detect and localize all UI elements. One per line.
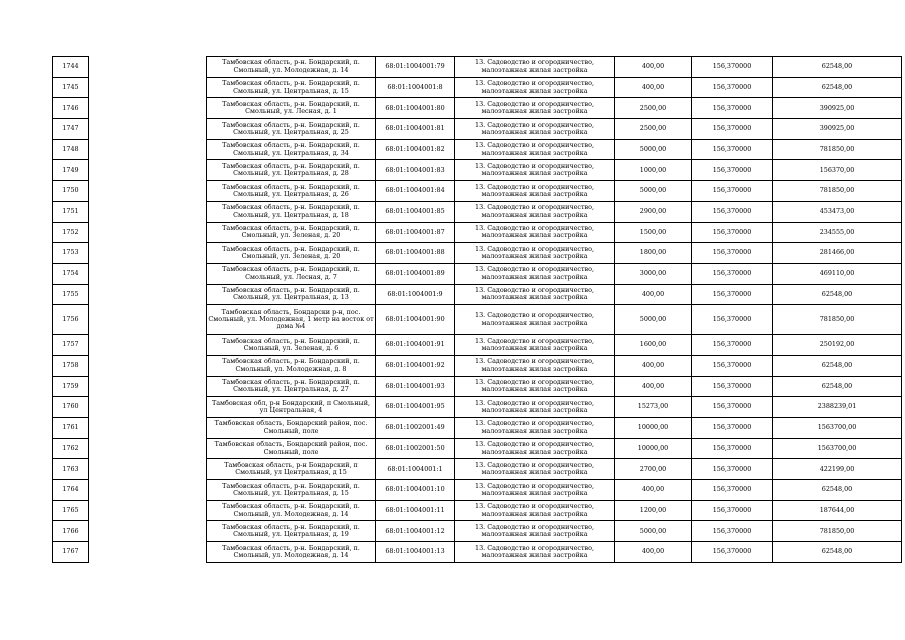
- blank-column-cell: [89, 438, 207, 459]
- row-number-cell: 1745: [53, 77, 89, 98]
- land-use-cell: 13. Садоводство и огородничество, малоэтажная жилая застройка: [455, 335, 615, 356]
- row-number-cell: 1759: [53, 376, 89, 397]
- area-cell: 10000,00: [615, 418, 692, 439]
- land-use-cell: 13. Садоводство и огородничество, малоэтажная жилая застройка: [455, 542, 615, 563]
- cadastral-number-cell: 68:01:1004001:88: [376, 243, 455, 264]
- land-use-cell: 13. Садоводство и огородничество, малоэтажная жилая застройка: [455, 355, 615, 376]
- cadastral-number-cell: 68:01:1004001:9: [376, 284, 455, 305]
- row-number-cell: 1761: [53, 418, 89, 439]
- cadastral-value-cell: 62548,00: [773, 284, 902, 305]
- specific-value-cell: 156,370000: [692, 201, 773, 222]
- address-cell: Тамбовская область, р-н. Бондарский, п. Смольный, ул. Центральная, д. 27: [207, 376, 376, 397]
- specific-value-cell: 156,370000: [692, 98, 773, 119]
- blank-column-cell: [89, 160, 207, 181]
- table-row: [53, 542, 902, 563]
- row-number-cell: 1748: [53, 139, 89, 160]
- address-cell: Тамбовская область, р-н. Бондарский, п. Смольный, ул. Центральная, д. 25: [207, 119, 376, 140]
- land-use-cell: 13. Садоводство и огородничество, малоэтажная жилая застройка: [455, 139, 615, 160]
- row-number-cell: 1755: [53, 284, 89, 305]
- table-row: [53, 438, 902, 459]
- area-cell: 15273,00: [615, 397, 692, 418]
- specific-value-cell: 156,370000: [692, 119, 773, 140]
- blank-column-cell: [89, 480, 207, 501]
- specific-value-cell: 156,370000: [692, 77, 773, 98]
- cadastral-value-cell: 62548,00: [773, 57, 902, 78]
- blank-column-cell: [89, 521, 207, 542]
- table-row: [53, 418, 902, 439]
- address-cell: Тамбовская область, р-н. Бондарский, п. Смольный, ул. Молодежная, д. 14: [207, 542, 376, 563]
- table-row: [53, 160, 902, 181]
- area-cell: 1000,00: [615, 160, 692, 181]
- land-use-cell: 13. Садоводство и огородничество, малоэтажная жилая застройка: [455, 201, 615, 222]
- cadastral-value-cell: 62548,00: [773, 77, 902, 98]
- address-cell: Тамбовская обл, р-н Бондарский, п Смольный, ул Центральная, 4: [207, 397, 376, 418]
- row-number-cell: 1749: [53, 160, 89, 181]
- area-cell: 3000,00: [615, 263, 692, 284]
- area-cell: 5000,00: [615, 139, 692, 160]
- specific-value-cell: 156,370000: [692, 376, 773, 397]
- cadastral-value-cell: 422199,00: [773, 459, 902, 480]
- row-number-cell: 1756: [53, 305, 89, 335]
- specific-value-cell: 156,370000: [692, 459, 773, 480]
- land-use-cell: 13. Садоводство и огородничество, малоэтажная жилая застройка: [455, 57, 615, 78]
- land-use-cell: 13. Садоводство и огородничество, малоэтажная жилая застройка: [455, 119, 615, 140]
- cadastral-value-cell: 453473,00: [773, 201, 902, 222]
- address-cell: Тамбовская область, Бондарский район, пос. Смольный, поле: [207, 438, 376, 459]
- table-row: [53, 355, 902, 376]
- cadastral-number-cell: 68:01:1004001:82: [376, 139, 455, 160]
- area-cell: 400,00: [615, 284, 692, 305]
- table-row: [53, 480, 902, 501]
- blank-column-cell: [89, 305, 207, 335]
- blank-column-cell: [89, 418, 207, 439]
- row-number-cell: 1747: [53, 119, 89, 140]
- cadastral-number-cell: 68:01:1004001:1: [376, 459, 455, 480]
- blank-column-cell: [89, 263, 207, 284]
- cadastral-number-cell: 68:01:1004001:87: [376, 222, 455, 243]
- table-row: [53, 222, 902, 243]
- cadastral-value-cell: 250192,00: [773, 335, 902, 356]
- blank-column-cell: [89, 222, 207, 243]
- cadastral-number-cell: 68:01:1004001:10: [376, 480, 455, 501]
- row-number-cell: 1757: [53, 335, 89, 356]
- address-cell: Тамбовская область, р-н. Бондарский, п. Смольный, ул. Молодежная, д. 14: [207, 57, 376, 78]
- cadastral-number-cell: 68:01:1004001:13: [376, 542, 455, 563]
- row-number-cell: 1763: [53, 459, 89, 480]
- row-number-cell: 1744: [53, 57, 89, 78]
- specific-value-cell: 156,370000: [692, 139, 773, 160]
- land-parcel-table: [52, 56, 902, 563]
- land-use-cell: 13. Садоводство и огородничество, малоэтажная жилая застройка: [455, 438, 615, 459]
- address-cell: Тамбовская область, р-н. Бондарский, п. Смольный, ул. Лесная, д. 1: [207, 98, 376, 119]
- blank-column-cell: [89, 335, 207, 356]
- blank-column-cell: [89, 542, 207, 563]
- area-cell: 2900,00: [615, 201, 692, 222]
- area-cell: 2500,00: [615, 98, 692, 119]
- blank-column-cell: [89, 57, 207, 78]
- cadastral-value-cell: 781850,00: [773, 305, 902, 335]
- land-use-cell: 13. Садоводство и огородничество, малоэтажная жилая застройка: [455, 521, 615, 542]
- address-cell: Тамбовская область, Бондарски р-н, пос. Смольный, ул. Молодежная, 1 метр на восток от дома №4: [207, 305, 376, 335]
- cadastral-value-cell: 781850,00: [773, 181, 902, 202]
- blank-column-cell: [89, 284, 207, 305]
- address-cell: Тамбовская область, р-н. Бондарский, п. Смольный, ул. Центральная, д. 18: [207, 201, 376, 222]
- blank-column-cell: [89, 77, 207, 98]
- cadastral-number-cell: 68:01:1004001:89: [376, 263, 455, 284]
- table-row: [53, 305, 902, 335]
- table-row: [53, 57, 902, 78]
- land-use-cell: 13. Садоводство и огородничество, малоэтажная жилая застройка: [455, 418, 615, 439]
- address-cell: Тамбовская область, р-н. Бондарский, п. Смольный, ул. Зеленая, д. 20: [207, 222, 376, 243]
- address-cell: Тамбовская область, Бондарский район, пос. Смольный, поле: [207, 418, 376, 439]
- cadastral-number-cell: 68:01:1004001:81: [376, 119, 455, 140]
- cadastral-value-cell: 781850,00: [773, 521, 902, 542]
- blank-column-cell: [89, 98, 207, 119]
- cadastral-number-cell: 68:01:1004001:85: [376, 201, 455, 222]
- area-cell: 400,00: [615, 77, 692, 98]
- specific-value-cell: 156,370000: [692, 418, 773, 439]
- row-number-cell: 1758: [53, 355, 89, 376]
- blank-column-cell: [89, 459, 207, 480]
- cadastral-value-cell: 469110,00: [773, 263, 902, 284]
- specific-value-cell: 156,370000: [692, 222, 773, 243]
- table-row: [53, 397, 902, 418]
- address-cell: Тамбовская область, р-н. Бондарский, п. Смольный, ул. Молодежная, д. 8: [207, 355, 376, 376]
- specific-value-cell: 156,370000: [692, 355, 773, 376]
- blank-column-cell: [89, 397, 207, 418]
- table-row: [53, 459, 902, 480]
- specific-value-cell: 156,370000: [692, 284, 773, 305]
- specific-value-cell: 156,370000: [692, 521, 773, 542]
- blank-column-cell: [89, 243, 207, 264]
- cadastral-value-cell: 2388239,01: [773, 397, 902, 418]
- land-use-cell: 13. Садоводство и огородничество, малоэтажная жилая застройка: [455, 305, 615, 335]
- address-cell: Тамбовская область, р-н. Бондарский, п. Смольный, ул. Зеленая, д. 6: [207, 335, 376, 356]
- blank-column-cell: [89, 500, 207, 521]
- table-row: [53, 77, 902, 98]
- cadastral-number-cell: 68:01:1004001:11: [376, 500, 455, 521]
- table-row: [53, 263, 902, 284]
- land-use-cell: 13. Садоводство и огородничество, малоэтажная жилая застройка: [455, 459, 615, 480]
- land-use-cell: 13. Садоводство и огородничество, малоэтажная жилая застройка: [455, 480, 615, 501]
- cadastral-value-cell: 62548,00: [773, 542, 902, 563]
- cadastral-number-cell: 68:01:1004001:92: [376, 355, 455, 376]
- row-number-cell: 1765: [53, 500, 89, 521]
- specific-value-cell: 156,370000: [692, 263, 773, 284]
- area-cell: 1600,00: [615, 335, 692, 356]
- area-cell: 1200,00: [615, 500, 692, 521]
- cadastral-value-cell: 62548,00: [773, 355, 902, 376]
- area-cell: 400,00: [615, 376, 692, 397]
- specific-value-cell: 156,370000: [692, 181, 773, 202]
- blank-column-cell: [89, 376, 207, 397]
- address-cell: Тамбовская область, р-н. Бондарский, п. Смольный, ул. Центральная, д. 15: [207, 480, 376, 501]
- cadastral-number-cell: 68:01:1002001:50: [376, 438, 455, 459]
- area-cell: 400,00: [615, 355, 692, 376]
- specific-value-cell: 156,370000: [692, 542, 773, 563]
- row-number-cell: 1760: [53, 397, 89, 418]
- address-cell: Тамбовская область, р-н. Бондарский, п. Смольный, ул. Зеленая, д. 20: [207, 243, 376, 264]
- row-number-cell: 1767: [53, 542, 89, 563]
- specific-value-cell: 156,370000: [692, 397, 773, 418]
- cadastral-number-cell: 68:01:1004001:83: [376, 160, 455, 181]
- row-number-cell: 1754: [53, 263, 89, 284]
- cadastral-number-cell: 68:01:1004001:91: [376, 335, 455, 356]
- row-number-cell: 1762: [53, 438, 89, 459]
- table-row: [53, 376, 902, 397]
- address-cell: Тамбовская область, р-н. Бондарский, п. Смольный, ул. Центральная, д. 15: [207, 77, 376, 98]
- cadastral-value-cell: 156370,00: [773, 160, 902, 181]
- specific-value-cell: 156,370000: [692, 160, 773, 181]
- address-cell: Тамбовская область, р-н Бондарский, п Смольный, ул Центральная, д 15: [207, 459, 376, 480]
- area-cell: 5000,00: [615, 521, 692, 542]
- land-use-cell: 13. Садоводство и огородничество, малоэтажная жилая застройка: [455, 397, 615, 418]
- cadastral-number-cell: 68:01:1004001:93: [376, 376, 455, 397]
- cadastral-value-cell: 62548,00: [773, 376, 902, 397]
- table-row: [53, 521, 902, 542]
- table-row: [53, 284, 902, 305]
- cadastral-value-cell: 781850,00: [773, 139, 902, 160]
- cadastral-value-cell: 281466,00: [773, 243, 902, 264]
- address-cell: Тамбовская область, р-н. Бондарский, п. Смольный, ул. Молодежная, д. 14: [207, 500, 376, 521]
- area-cell: 2500,00: [615, 119, 692, 140]
- row-number-cell: 1764: [53, 480, 89, 501]
- blank-column-cell: [89, 139, 207, 160]
- cadastral-number-cell: 68:01:1004001:79: [376, 57, 455, 78]
- cadastral-value-cell: 1563700,00: [773, 438, 902, 459]
- cadastral-number-cell: 68:01:1004001:12: [376, 521, 455, 542]
- table-row: [53, 243, 902, 264]
- table-row: [53, 500, 902, 521]
- land-use-cell: 13. Садоводство и огородничество, малоэтажная жилая застройка: [455, 77, 615, 98]
- row-number-cell: 1751: [53, 201, 89, 222]
- row-number-cell: 1750: [53, 181, 89, 202]
- row-number-cell: 1753: [53, 243, 89, 264]
- table-row: [53, 98, 902, 119]
- registry-table-container: [52, 56, 902, 563]
- area-cell: 2700,00: [615, 459, 692, 480]
- area-cell: 10000,00: [615, 438, 692, 459]
- specific-value-cell: 156,370000: [692, 57, 773, 78]
- specific-value-cell: 156,370000: [692, 480, 773, 501]
- row-number-cell: 1746: [53, 98, 89, 119]
- land-use-cell: 13. Садоводство и огородничество, малоэтажная жилая застройка: [455, 500, 615, 521]
- table-row: [53, 181, 902, 202]
- cadastral-value-cell: 390925,00: [773, 98, 902, 119]
- table-row: [53, 201, 902, 222]
- cadastral-value-cell: 390925,00: [773, 119, 902, 140]
- cadastral-number-cell: 68:01:1004001:95: [376, 397, 455, 418]
- cadastral-value-cell: 1563700,00: [773, 418, 902, 439]
- cadastral-number-cell: 68:01:1004001:8: [376, 77, 455, 98]
- land-use-cell: 13. Садоводство и огородничество, малоэтажная жилая застройка: [455, 376, 615, 397]
- address-cell: Тамбовская область, р-н. Бондарский, п. Смольный, ул. Центральная, д. 28: [207, 160, 376, 181]
- cadastral-value-cell: 234555,00: [773, 222, 902, 243]
- area-cell: 400,00: [615, 542, 692, 563]
- area-cell: 400,00: [615, 480, 692, 501]
- cadastral-number-cell: 68:01:1002001:49: [376, 418, 455, 439]
- specific-value-cell: 156,370000: [692, 305, 773, 335]
- specific-value-cell: 156,370000: [692, 500, 773, 521]
- address-cell: Тамбовская область, р-н. Бондарский, п. Смольный, ул. Центральная, д. 26: [207, 181, 376, 202]
- address-cell: Тамбовская область, р-н. Бондарский, п. Смольный, ул. Центральная, д. 19: [207, 521, 376, 542]
- area-cell: 5000,00: [615, 305, 692, 335]
- area-cell: 1800,00: [615, 243, 692, 264]
- land-use-cell: 13. Садоводство и огородничество, малоэтажная жилая застройка: [455, 98, 615, 119]
- address-cell: Тамбовская область, р-н. Бондарский, п. Смольный, ул. Центральная, д. 34: [207, 139, 376, 160]
- cadastral-value-cell: 62548,00: [773, 480, 902, 501]
- table-row: [53, 119, 902, 140]
- area-cell: 5000,00: [615, 181, 692, 202]
- land-use-cell: 13. Садоводство и огородничество, малоэтажная жилая застройка: [455, 243, 615, 264]
- cadastral-number-cell: 68:01:1004001:80: [376, 98, 455, 119]
- address-cell: Тамбовская область, р-н. Бондарский, п. Смольный, ул. Лесная, д. 7: [207, 263, 376, 284]
- blank-column-cell: [89, 355, 207, 376]
- blank-column-cell: [89, 119, 207, 140]
- land-use-cell: 13. Садоводство и огородничество, малоэтажная жилая застройка: [455, 160, 615, 181]
- cadastral-number-cell: 68:01:1004001:84: [376, 181, 455, 202]
- row-number-cell: 1766: [53, 521, 89, 542]
- area-cell: 400,00: [615, 57, 692, 78]
- area-cell: 1500,00: [615, 222, 692, 243]
- specific-value-cell: 156,370000: [692, 438, 773, 459]
- table-row: [53, 139, 902, 160]
- blank-column-cell: [89, 201, 207, 222]
- specific-value-cell: 156,370000: [692, 243, 773, 264]
- specific-value-cell: 156,370000: [692, 335, 773, 356]
- land-use-cell: 13. Садоводство и огородничество, малоэтажная жилая застройка: [455, 222, 615, 243]
- row-number-cell: 1752: [53, 222, 89, 243]
- land-use-cell: 13. Садоводство и огородничество, малоэтажная жилая застройка: [455, 181, 615, 202]
- cadastral-number-cell: 68:01:1004001:90: [376, 305, 455, 335]
- land-use-cell: 13. Садоводство и огородничество, малоэтажная жилая застройка: [455, 263, 615, 284]
- blank-column-cell: [89, 181, 207, 202]
- land-use-cell: 13. Садоводство и огородничество, малоэтажная жилая застройка: [455, 284, 615, 305]
- address-cell: Тамбовская область, р-н. Бондарский, п. Смольный, ул. Центральная, д. 13: [207, 284, 376, 305]
- table-row: [53, 335, 902, 356]
- cadastral-value-cell: 187644,00: [773, 500, 902, 521]
- table-body: [53, 57, 902, 563]
